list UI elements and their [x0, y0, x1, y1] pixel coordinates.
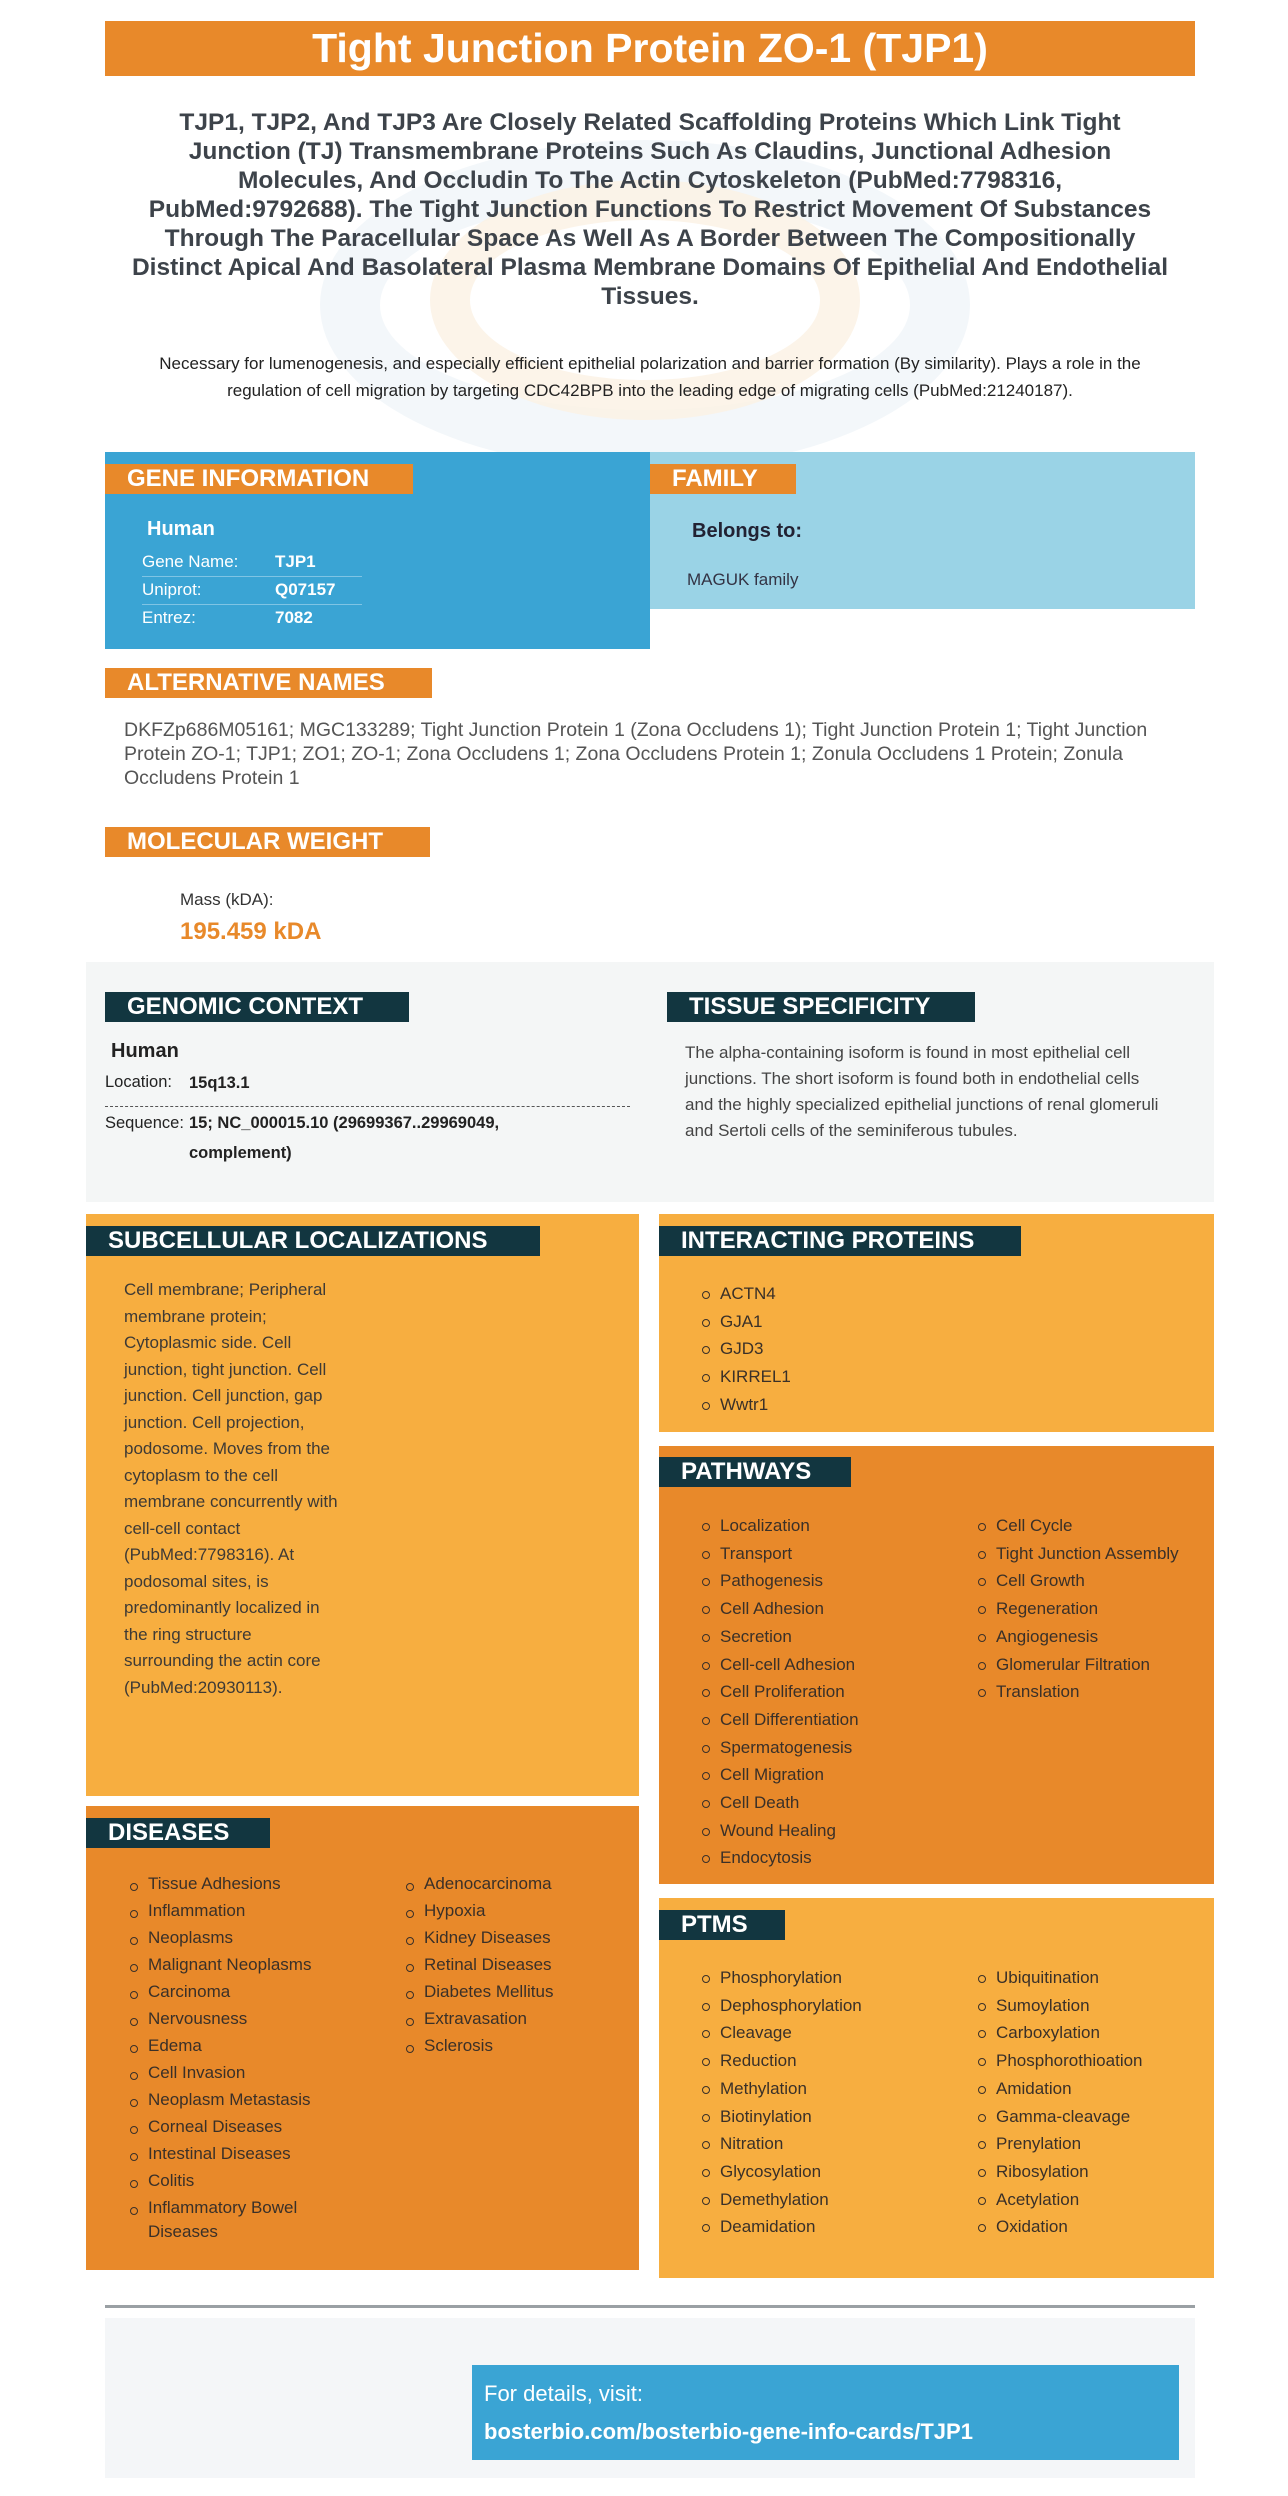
genomic-context-heading: GENOMIC CONTEXT	[105, 992, 409, 1022]
footer-divider	[105, 2305, 1195, 2308]
ptm-item: Prenylation	[976, 2130, 1143, 2158]
pathway-item: Glomerular Filtration	[976, 1651, 1179, 1679]
disease-item: Diabetes Mellitus	[404, 1980, 614, 2004]
family-value: MAGUK family	[687, 570, 799, 589]
interacting-protein-item: GJA1	[700, 1308, 791, 1336]
gene-info-row	[142, 605, 362, 633]
pathway-item: Endocytosis	[700, 1844, 859, 1872]
gene-info-key: Uniprot:	[142, 580, 202, 599]
disease-item: Tissue Adhesions	[128, 1872, 338, 1896]
pathway-item: Cell Proliferation	[700, 1678, 859, 1706]
page-title: Tight Junction Protein ZO-1 (TJP1)	[105, 21, 1195, 76]
mass-label: Mass (kDA):	[180, 890, 274, 909]
location-label: Location:	[105, 1073, 172, 1091]
ptm-item: Methylation	[700, 2075, 862, 2103]
mass-value: 195.459 kDA	[180, 918, 322, 945]
gene-info-value: Q07157	[275, 580, 336, 599]
ptm-item: Sumoylation	[976, 1992, 1143, 2020]
ptm-item: Deamidation	[700, 2213, 862, 2241]
ptm-item: Amidation	[976, 2075, 1143, 2103]
ptm-item: Dephosphorylation	[700, 1992, 862, 2020]
pathway-item: Secretion	[700, 1623, 859, 1651]
ptm-item: Glycosylation	[700, 2158, 862, 2186]
disease-item: Neoplasm Metastasis	[128, 2088, 338, 2112]
interacting-protein-item: KIRREL1	[700, 1363, 791, 1391]
genomic-species: Human	[111, 1040, 179, 1062]
interacting-proteins-list	[700, 1280, 791, 1419]
disease-item: Carcinoma	[128, 1980, 338, 2004]
diseases-list-col2	[404, 1872, 614, 2061]
alternative-names-heading: ALTERNATIVE NAMES	[105, 668, 432, 698]
ptms-list-col2	[976, 1964, 1143, 2241]
disease-item: Neoplasms	[128, 1926, 338, 1950]
ptm-item: Phosphorylation	[700, 1964, 862, 1992]
pathway-item: Tight Junction Assembly	[976, 1540, 1179, 1568]
disease-item: Intestinal Diseases	[128, 2142, 338, 2166]
protein-function: Necessary for lumenogenesis, and especially efficient epithelial polarization and barrier formation (By similarity). Plays a role in the regulation of cell migration by targeting CDC42BPB into the leading edge of migrating cells (PubMed:21240187).	[159, 354, 1141, 400]
sequence-value-line2: complement)	[189, 1144, 292, 1162]
pathway-item: Wound Healing	[700, 1817, 859, 1845]
gene-info-row	[142, 577, 362, 605]
pathways-list-col2	[976, 1512, 1179, 1706]
ptm-item: Phosphorothioation	[976, 2047, 1143, 2075]
ptm-item: Cleavage	[700, 2019, 862, 2047]
protein-summary: TJP1, TJP2, And TJP3 Are Closely Related Scaffolding Proteins Which Link Tight Junction (TJ) Transmembrane Proteins Such As Claudins, Junctional Adhesion Molecules, And Occludin To The Actin Cytoskeleton (PubMed:7798316, PubMed:9792688). The Tight Junction Functions To Restrict Movement Of Substances Through The Paracellular Space As Well As A Border Between The Compositionally Distinct Apical And Basolateral Plasma Membrane Domains Of Epithelial And Endothelial Tissues.	[131, 109, 1169, 310]
location-value: 15q13.1	[189, 1074, 250, 1092]
ptms-heading: PTMS	[659, 1910, 785, 1940]
alternative-names-text: DKFZp686M05161; MGC133289; Tight Junction Protein 1 (Zona Occludens 1); Tight Junction Protein 1; Tight Junction Protein ZO-1; TJP1; ZO1; ZO-1; Zona Occludens 1; Zona Occludens Protein 1; Zonula Occludens 1 Protein; Zonula Occludens Protein 1	[124, 719, 1148, 789]
pathway-item: Cell Death	[700, 1789, 859, 1817]
disease-item: Extravasation	[404, 2007, 614, 2031]
pathway-item: Spermatogenesis	[700, 1734, 859, 1762]
disease-item: Malignant Neoplasms	[128, 1953, 338, 1977]
ptm-item: Reduction	[700, 2047, 862, 2075]
disease-item: Cell Invasion	[128, 2061, 338, 2085]
pathway-item: Cell Differentiation	[700, 1706, 859, 1734]
gene-information-heading: GENE INFORMATION	[105, 464, 413, 494]
interacting-protein-item: GJD3	[700, 1335, 791, 1363]
gene-info-value: TJP1	[275, 552, 316, 571]
footer-link[interactable]: bosterbio.com/bosterbio-gene-info-cards/TJP1	[484, 2419, 973, 2444]
tissue-specificity-heading: TISSUE SPECIFICITY	[667, 992, 975, 1022]
ptm-item: Oxidation	[976, 2213, 1143, 2241]
pathway-item: Angiogenesis	[976, 1623, 1179, 1651]
ptm-item: Acetylation	[976, 2186, 1143, 2214]
genomic-location-row	[105, 1073, 250, 1093]
pathway-item: Regeneration	[976, 1595, 1179, 1623]
disease-item: Edema	[128, 2034, 338, 2058]
disease-item: Hypoxia	[404, 1899, 614, 1923]
sequence-label: Sequence:	[105, 1114, 184, 1132]
pathway-item: Cell-cell Adhesion	[700, 1651, 859, 1679]
interacting-proteins-heading: INTERACTING PROTEINS	[659, 1226, 1021, 1256]
footer-details-box[interactable]	[472, 2365, 1179, 2460]
ptms-list-col1	[700, 1964, 862, 2241]
genomic-divider	[105, 1106, 630, 1107]
disease-item: Colitis	[128, 2169, 338, 2193]
subcellular-text: Cell membrane; Peripheral membrane protein; Cytoplasmic side. Cell junction, tight junction. Cell junction. Cell junction, gap junction. Cell projection, podosome. Moves from the cytoplasm to the cell membrane concurrently with cell-cell contact (PubMed:7798316). At podosomal sites, is predominantly localized in the ring structure surrounding the actin core (PubMed:20930113).	[124, 1280, 338, 1697]
disease-item: Adenocarcinoma	[404, 1872, 614, 1896]
ptm-item: Ribosylation	[976, 2158, 1143, 2186]
disease-item: Retinal Diseases	[404, 1953, 614, 1977]
ptm-item: Biotinylation	[700, 2103, 862, 2131]
family-heading: FAMILY	[650, 464, 796, 494]
pathway-item: Cell Growth	[976, 1567, 1179, 1595]
diseases-heading: DISEASES	[86, 1818, 270, 1848]
ptm-item: Carboxylation	[976, 2019, 1143, 2047]
disease-item: Inflammation	[128, 1899, 338, 1923]
ptm-item: Nitration	[700, 2130, 862, 2158]
pathway-item: Transport	[700, 1540, 859, 1568]
footer-visit-label: For details, visit:	[484, 2381, 643, 2406]
disease-item: Sclerosis	[404, 2034, 614, 2058]
tissue-specificity-text: The alpha-containing isoform is found in most epithelial cell junctions. The short isoform is found both in endothelial cells and the highly specialized epithelial junctions of renal glomeruli and Sertoli cells of the seminiferous tubules.	[685, 1043, 1159, 1140]
interacting-protein-item: Wwtr1	[700, 1391, 791, 1419]
sequence-value	[189, 1110, 499, 1170]
interacting-protein-item: ACTN4	[700, 1280, 791, 1308]
disease-item: Corneal Diseases	[128, 2115, 338, 2139]
pathway-item: Pathogenesis	[700, 1567, 859, 1595]
pathway-item: Translation	[976, 1678, 1179, 1706]
molecular-weight-heading: MOLECULAR WEIGHT	[105, 827, 430, 857]
gene-info-table	[142, 549, 362, 633]
family-belongs-label: Belongs to:	[692, 520, 802, 542]
pathway-item: Localization	[700, 1512, 859, 1540]
ptm-item: Gamma-cleavage	[976, 2103, 1143, 2131]
disease-item: Kidney Diseases	[404, 1926, 614, 1950]
gene-info-key: Gene Name:	[142, 552, 239, 571]
ptm-item: Demethylation	[700, 2186, 862, 2214]
pathway-item: Cell Migration	[700, 1761, 859, 1789]
gene-species: Human	[147, 518, 215, 540]
disease-item: Inflammatory Bowel Diseases	[128, 2196, 338, 2244]
pathway-item: Cell Cycle	[976, 1512, 1179, 1540]
pathway-item: Cell Adhesion	[700, 1595, 859, 1623]
gene-info-row	[142, 549, 362, 577]
ptm-item: Ubiquitination	[976, 1964, 1143, 1992]
disease-item: Nervousness	[128, 2007, 338, 2031]
diseases-list-col1	[128, 1872, 338, 2247]
pathways-list-col1	[700, 1512, 859, 1872]
subcellular-heading: SUBCELLULAR LOCALIZATIONS	[86, 1226, 540, 1256]
genomic-sequence-row	[105, 1110, 499, 1170]
sequence-value-line1: 15; NC_000015.10 (29699367..29969049,	[189, 1114, 500, 1132]
gene-info-value: 7082	[275, 608, 313, 627]
gene-info-key: Entrez:	[142, 608, 196, 627]
pathways-heading: PATHWAYS	[659, 1457, 851, 1487]
